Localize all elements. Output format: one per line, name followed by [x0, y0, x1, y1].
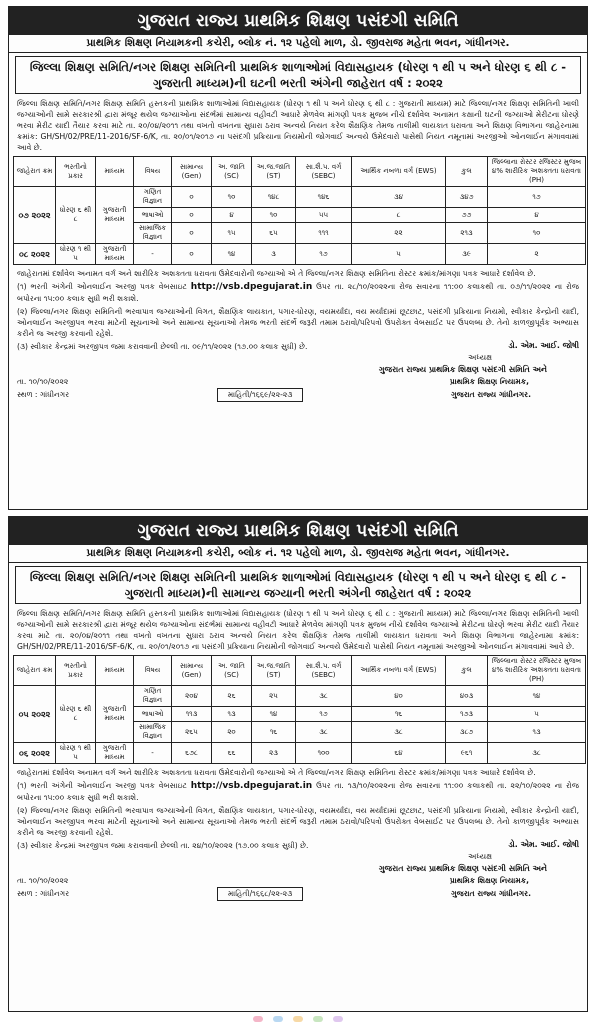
medium-cell: ગુજરાતી માધ્યમ	[96, 686, 134, 743]
recruitment-type-cell: ધોરણ ૧ થી ૫	[56, 244, 96, 265]
ad1-designation-4: ગુજરાત રાજ્ય ગાંધીનગર.	[451, 390, 531, 399]
ad1-info-ref: માહિતી/૧૬૬૯/૨૨-૨૩	[217, 388, 304, 402]
header-cell: સા.શૈ.પ. વર્ગ (SEBC)	[296, 157, 352, 187]
gen-cell: ૨૦૪	[172, 686, 212, 707]
table-row	[14, 743, 586, 764]
total-cell: ૩૪૭	[446, 187, 488, 208]
header-cell: માધ્યમ	[96, 656, 134, 686]
ews-cell: ૪૦	[352, 686, 446, 707]
website-link[interactable]: http://vsb.dpegujarat.in	[190, 781, 313, 791]
table-row	[14, 686, 586, 707]
header-cell: જિલ્લાના રોસ્ટર રજિસ્ટર મુજબ ૪% શારીરિક અશક્તતા ધરાવતા (PH)	[488, 656, 586, 686]
ad2-note-2: (૨) જિલ્લા/નગર શિક્ષણ સમિતિની ભરવાપાત્ર જગ્યાઓની વિગત, શૈક્ષણિક લાયકાત, પગાર-ધોરણ, વયમર્યાદા, વય મર્યાદામાં છૂટછાટ, પસંદગી પ્રક્રિયાના નિયમો, સ્વીકાર કેન્દ્રોની યાદી, ઓનલાઈન અરજીપત્ર ભરવા માટેની સૂચનાઓ અને સામાન્ય સૂચનાઓ તેમજ ભરતી સંદર્ભે જરૂરી તમામ ઠરાવો/પરિપત્રો ઉપરોક્ત વેબસાઈટ પર ઉપલબ્ધ છે. તેનો કાળજીપૂર્વક અભ્યાસ કરીને જ અરજી કરવાની રહેશે.	[17, 806, 579, 837]
ad1-place: સ્થળ : ગાંધીનગર	[17, 390, 70, 399]
ad1-note-2: (૨) જિલ્લા/નગર શિક્ષણ સમિતિની ભરવાપાત્ર જગ્યાઓની વિગત, શૈક્ષણિક લાયકાત, પગાર-ધોરણ, વયમર્યાદા, વય મર્યાદામાં છૂટછાટ, પસંદગી પ્રક્રિયાના નિયમો, સ્વીકાર કેન્દ્રોની યાદી, ઓનલાઈન અરજીપત્ર ભરવા માટેની સૂચનાઓ અને સામાન્ય સૂચનાઓ તેમજ ભરતી સંદર્ભે જરૂરી તમામ ઠરાવો/પરિપત્રો ઉપરોક્ત વેબસાઈટ પર ઉપલબ્ધ છે. તેનો કાળજીપૂર્વક અભ્યાસ કરીને જ અરજી કરવાની રહેશે.	[17, 307, 579, 338]
ad2-footer	[9, 875, 587, 887]
gen-cell: ૨૬૫	[172, 722, 212, 743]
ph-cell: ૧૭	[488, 187, 586, 208]
header-cell: આર્થિક નબળા વર્ગ (EWS)	[352, 157, 446, 187]
subject-cell: -	[134, 743, 172, 764]
advertisement-2	[8, 516, 588, 1012]
sebc-cell: ૧૦૦	[296, 743, 352, 764]
total-cell: ૪૦૩	[446, 686, 488, 707]
color-dot	[273, 1016, 283, 1022]
ad1-note3-row	[9, 340, 587, 352]
header-cell: સામાન્ય (Gen)	[172, 656, 212, 686]
ad2-address: પ્રાથમિક શિક્ષણ નિયામકની કચેરી, બ્લોક નં. ૧૨ પહેલો માળ, ડો. જીવરાજ મહેતા ભવન, ગાંધીનગર.	[9, 545, 587, 563]
subject-cell: સામાજિક વિજ્ઞાન	[134, 223, 172, 244]
ad1-address: પ્રાથમિક શિક્ષણ નિયામકની કચેરી, બ્લોક નં. ૧૨ પહેલો માળ, ડો. જીવરાજ મહેતા ભવન, ગાંધીનગર.	[9, 35, 587, 53]
ad2-vacancy-table	[13, 655, 586, 764]
header-cell: સા.શૈ.પ. વર્ગ (SEBC)	[296, 656, 352, 686]
ad1-banner: ગુજરાત રાજ્ય પ્રાથમિક શિક્ષણ પસંદગી સમિતિ	[9, 7, 587, 35]
ad1-footer	[9, 376, 587, 388]
ad1-note-1	[9, 280, 587, 305]
website-link[interactable]: http://vsb.dpegujarat.in	[190, 282, 313, 292]
st-cell: ૬૫	[252, 223, 296, 244]
medium-cell: ગુજરાતી માધ્યમ	[96, 244, 134, 265]
ad2-info-ref: માહિતી/૧૬૬૮/૨૨-૨૩	[217, 887, 303, 901]
recruitment-type-cell: ધોરણ ૬ થી ૮	[56, 686, 96, 743]
ad2-intro: જિલ્લા શિક્ષણ સમિતિ/નગર શિક્ષણ સમિતિ હસ્તકની પ્રાથમિક શાળાઓમાં વિદ્યાસહાયક (ધોરણ ૧ થી ૫ અને ધોરણ ૬ થી ૮ : ગુજરાતી માધ્યમ) માટે જિલ્લા/નગર શિક્ષણ સમિતિની ખાલી જગ્યાઓની સામે સરકારશ્રી દ્વારા મંજૂર થયેલ જગ્યાઓના સંદર્ભમાં સામાન્ય વહીવટી આધારે મેળવેલ માંગણી પત્રક મુજબ નીચે દર્શાવેલ જગ્યાઓ મેરીટના ધોરણે ભરવા મેરીટ યાદી તૈયાર કરવા માટે તા. ૨૦/૦૪/૨૦૧૧ તથા વખતો વખતના સુધારા ઠરાવ અન્વયે નિયત કરેલ શૈક્ષણિક તેમજ તાલીમી લાયકાત ધરાવતા અને શિક્ષણ વિભાગના જાહેરનામા ક્રમાંક: GH/SH/02/PRE/11-2016/SF-6/K, તા. ૨૦/૦૧/૨૦૧૭ ના પસંદગી પ્રક્રિયાના નિયમોની જોગવાઈ અન્વયે ઉમેદવારો પાસેથી નિયત નમૂનામાં અરજીઓ ઓનલાઈન મંગાવવામાં આવે છે.	[17, 609, 579, 651]
st-cell: ૧૪	[252, 707, 296, 722]
ad2-note-1	[9, 779, 587, 804]
medium-cell: ગુજરાતી માધ્યમ	[96, 187, 134, 244]
ad2-date: તા. ૧૦/૧૦/૨૦૨૨	[17, 876, 69, 885]
ews-cell: ૮	[352, 208, 446, 223]
header-cell: જાહેરાત ક્રમ	[14, 157, 56, 187]
ews-cell: ૫	[352, 244, 446, 265]
ph-cell: ૧૩	[488, 722, 586, 743]
header-cell: વિષય	[134, 656, 172, 686]
subject-cell: ભાષાઓ	[134, 208, 172, 223]
subject-cell: ગણિત વિજ્ઞાન	[134, 686, 172, 707]
ad2-note-reservation: જાહેરાતમાં દર્શાવેલ અનામત વર્ગ અને શારીરિક અશક્તતા ધરાવતા ઉમેદવારોની જગ્યાઓ એ તે જિલ્લા/નગર શિક્ષણ સમિતિના રોસ્ટર ક્રમાંક/માંગણા પત્રક આધારે દર્શાવેલ છે.	[17, 768, 536, 777]
st-cell: ૨૫	[252, 686, 296, 707]
recruitment-type-cell: ધોરણ ૧ થી ૫	[56, 743, 96, 764]
note-text: (૧) ભરતી અંગેની ઓનલાઈન અરજી પત્રક વેબસાઇટ	[17, 781, 187, 790]
ad-number-cell: ૦૬ ૨૦૨૨	[14, 743, 56, 764]
ad1-heading: જિલ્લા શિક્ષણ સમિતિ/નગર શિક્ષણ સમિતિની પ્રાથમિક શાળાઓમાં વિદ્યાસહાયક (ધોરણ ૧ થી ૫ અને ધોરણ ૬ થી ૮ - ગુજરાતી માધ્યમ)ની ઘટની ભરતી અંગેની જાહેરાત વર્ષ : ૨૦૨૨	[15, 56, 581, 94]
ad2-designation-3: પ્રાથમિક શિક્ષણ નિયામક,	[449, 876, 529, 885]
sc-cell: ૪	[212, 208, 252, 223]
header-cell: જિલ્લાના રોસ્ટર રજિસ્ટર મુજબ ૪% શારીરિક અશક્તતા ધરાવતા (PH)	[488, 157, 586, 187]
subject-cell: -	[134, 244, 172, 265]
total-cell: ૨૧૩	[446, 223, 488, 244]
ad2-place: સ્થળ : ગાંધીનગર	[17, 889, 70, 898]
gen-cell: ૦	[172, 187, 212, 208]
sc-cell: ૨૦	[212, 722, 252, 743]
header-cell: કુલ	[446, 656, 488, 686]
ad1-designation	[9, 352, 587, 376]
gen-cell: ૬૭૮	[172, 743, 212, 764]
header-cell: આર્થિક નબળા વર્ગ (EWS)	[352, 656, 446, 686]
st-cell: ૧૪૮	[252, 187, 296, 208]
header-cell: કુલ	[446, 157, 488, 187]
total-cell: ૩૯	[446, 244, 488, 265]
ph-cell: ૧૦	[488, 223, 586, 244]
header-cell: માધ્યમ	[96, 157, 134, 187]
ad1-date: તા. ૧૦/૧૦/૨૦૨૨	[17, 377, 69, 386]
table-header-row	[14, 656, 586, 686]
ph-cell: ૨	[488, 244, 586, 265]
note-text: ઉપર તા. ૨૮/૧૦/૨૦૨૨ના રોજ સવારના ૧૧:૦૦ કલાકથી તા. ૦૭/૧૧/૨૦૨૨ ના રોજ બપોરના ૧૫:૦૦ કલાક સુધી ભરી શકાશે.	[17, 282, 580, 303]
sc-cell: ૧૩	[212, 707, 252, 722]
ad2-signer: ડો. એમ. આઈ. જોષી	[508, 840, 579, 849]
ad1-note-3: (૩) સ્વીકાર કેન્દ્રમાં અરજીપત્ર જમા કરાવવાની છેલ્લી તા. ૦૯/૧૧/૨૦૨૨ (૧૭.૦૦ કલાક સુધી) છે.	[17, 342, 308, 351]
sebc-cell: ૧૪૬	[296, 187, 352, 208]
ews-cell: ૨૨	[352, 223, 446, 244]
ad2-heading: જિલ્લા શિક્ષણ સમિતિ/નગર શિક્ષણ સમિતિની પ્રાથમિક શાળાઓમાં વિદ્યાસહાયક (ધોરણ ૧ થી ૫ અને ધોરણ ૬ થી ૮ - ગુજરાતી માધ્યમ)ની સામાન્ય જગ્યાની ભરતી અંગેની જાહેરાત વર્ષ : ૨૦૨૨	[15, 566, 581, 604]
ad2-footer-2	[9, 887, 587, 901]
total-cell: ૯૬૧	[446, 743, 488, 764]
sebc-cell: ૩૮	[296, 686, 352, 707]
ad2-designation-4: ગુજરાત રાજ્ય ગાંધીનગર.	[451, 889, 531, 898]
st-cell: ૧૬	[252, 722, 296, 743]
sc-cell: ૧૦	[212, 187, 252, 208]
subject-cell: સામાજિક વિજ્ઞાન	[134, 722, 172, 743]
color-dot	[253, 1016, 263, 1022]
st-cell: ૩	[252, 244, 296, 265]
sc-cell: ૧૫	[212, 223, 252, 244]
table-row	[14, 187, 586, 208]
header-cell: ભરતીનો પ્રકાર	[56, 656, 96, 686]
medium-cell: ગુજરાતી માધ્યમ	[96, 743, 134, 764]
subject-cell: ભાષાઓ	[134, 707, 172, 722]
ad-number-cell: ૦૮ ૨૦૨૨	[14, 244, 56, 265]
ad2-banner: ગુજરાત રાજ્ય પ્રાથમિક શિક્ષણ પસંદગી સમિતિ	[9, 517, 587, 545]
sc-cell: ૬૬	[212, 743, 252, 764]
ad2-designation	[9, 851, 587, 875]
sebc-cell: ૫૫	[296, 208, 352, 223]
st-cell: ૨૩	[252, 743, 296, 764]
designation-line: ગુજરાત રાજ્ય પ્રાથમિક શિક્ષણ પસંદગી સમિતિ અને	[378, 864, 547, 873]
sc-cell: ૨૬	[212, 686, 252, 707]
ph-cell: ૪	[488, 208, 586, 223]
ad1-designation-3: પ્રાથમિક શિક્ષણ નિયામક,	[449, 377, 529, 386]
ad1-note-reservation: જાહેરાતમાં દર્શાવેલ અનામત વર્ગ અને શારીરિક અશક્તતા ધરાવતા ઉમેદવારોની જગ્યાઓ એ તે જિલ્લા/નગર શિક્ષણ સમિતિના રોસ્ટર ક્રમાંક/માંગણા પત્રક આધારે દર્શાવેલ છે.	[17, 269, 536, 278]
gen-cell: ૦	[172, 223, 212, 244]
color-dot	[313, 1016, 323, 1022]
header-cell: અ. જાતિ (SC)	[212, 157, 252, 187]
total-cell: ૧૭૩	[446, 707, 488, 722]
ph-cell: ૫	[488, 707, 586, 722]
ad2-note3-row	[9, 839, 587, 851]
ews-cell: ૩૪	[352, 187, 446, 208]
ews-cell: ૬૪	[352, 743, 446, 764]
header-cell: અ.જ.જાતિ (ST)	[252, 656, 296, 686]
ph-cell: ૧૪	[488, 686, 586, 707]
header-cell: વિષય	[134, 157, 172, 187]
ews-cell: ૧૬	[352, 707, 446, 722]
header-cell: ભરતીનો પ્રકાર	[56, 157, 96, 187]
sebc-cell: ૩૮	[296, 722, 352, 743]
sebc-cell: ૧૭	[296, 707, 352, 722]
designation-line: અધ્યક્ષ	[468, 852, 492, 861]
table-header-row	[14, 157, 586, 187]
note-text: (૧) ભરતી અંગેની ઓનલાઈન અરજી પત્રક વેબસાઇટ	[17, 282, 187, 291]
gen-cell: ૧૧૩	[172, 707, 212, 722]
ad1-signer: ડો. એમ. આઈ. જોષી	[508, 341, 579, 350]
color-dot	[293, 1016, 303, 1022]
header-cell: અ. જાતિ (SC)	[212, 656, 252, 686]
designation-line: અધ્યક્ષ	[468, 353, 492, 362]
designation-line: ગુજરાત રાજ્ય પ્રાથમિક શિક્ષણ પસંદગી સમિતિ અને	[378, 365, 547, 374]
total-cell: ૩૮૭	[446, 722, 488, 743]
note-text: ઉપર તા. ૧૩/૧૦/૨૦૨૨ના રોજ સવારના ૧૧:૦૦ કલાકથી તા. ૨૨/૧૦/૨૦૨૨ ના રોજ બપોરના ૧૫:૦૦ કલાક સુધી ભરી શકાશે.	[17, 781, 580, 802]
advertisement-1	[8, 6, 588, 510]
print-color-strip	[0, 1013, 596, 1024]
sebc-cell: ૧૧૧	[296, 223, 352, 244]
table-row	[14, 244, 586, 265]
gen-cell: ૦	[172, 208, 212, 223]
header-cell: સામાન્ય (Gen)	[172, 157, 212, 187]
sc-cell: ૧૪	[212, 244, 252, 265]
recruitment-type-cell: ધોરણ ૬ થી ૮	[56, 187, 96, 244]
ad1-intro: જિલ્લા શિક્ષણ સમિતિ/નગર શિક્ષણ સમિતિ હસ્તકની પ્રાથમિક શાળાઓમાં વિદ્યાસહાયક (ધોરણ ૧ થી ૫ અને ધોરણ ૬ થી ૮ : ગુજરાતી માધ્યમ) માટે જિલ્લા/નગર શિક્ષણ સમિતિની ખાલી જગ્યાઓની સામે સરકારશ્રી દ્વારા મંજૂર થયેલ જગ્યાઓના સંદર્ભમાં સામાન્ય વહીવટી આધારે મેળવેલ માંગણી પત્રક મુજબ નીચે દર્શાવેલ અનામત કક્ષાની ઘટની જગ્યાઓ મેરીટના ધોરણે ભરવા મેરીટ યાદી તૈયાર કરવા માટે તા. ૨૦/૦૪/૨૦૧૧ તથા વખતો વખતના સુધારા ઠરાવ અન્વયે નિયત કરેલ શૈક્ષણિક તેમજ તાલીમી લાયકાત ધરાવતા અને શિક્ષણ વિભાગના જાહેરનામા ક્રમાંક: GH/SH/02/PRE/11-2016/SF-6/K, તા. ૨૦/૦૧/૨૦૧૭ ના પસંદગી પ્રક્રિયાના નિયમોની જોગવાઈ અન્વયે ઉમેદવારો પાસેથી નિયત નમૂનામાં અરજીઓ ઓનલાઈન મંગાવવામાં આવે છે.	[17, 99, 579, 152]
gen-cell: ૦	[172, 244, 212, 265]
ews-cell: ૩૮	[352, 722, 446, 743]
header-cell: અ.જ.જાતિ (ST)	[252, 157, 296, 187]
ph-cell: ૩૮	[488, 743, 586, 764]
subject-cell: ગણિત વિજ્ઞાન	[134, 187, 172, 208]
sebc-cell: ૧૭	[296, 244, 352, 265]
ad-number-cell: ૦૫ ૨૦૨૨	[14, 686, 56, 743]
ad1-vacancy-table	[13, 156, 586, 265]
color-dot	[333, 1016, 343, 1022]
ad1-footer-2	[9, 388, 587, 402]
header-cell: જાહેરાત ક્રમ	[14, 656, 56, 686]
ad2-note-3: (૩) સ્વીકાર કેન્દ્રમાં અરજીપત્ર જમા કરાવવાની છેલ્લી તા. ૨૪/૧૦/૨૦૨૨ (૧૭.૦૦ કલાક સુધી) છે.	[17, 841, 309, 850]
st-cell: ૧૦	[252, 208, 296, 223]
ad-number-cell: ૦૭ ૨૦૨૨	[14, 187, 56, 244]
total-cell: ૭૭	[446, 208, 488, 223]
